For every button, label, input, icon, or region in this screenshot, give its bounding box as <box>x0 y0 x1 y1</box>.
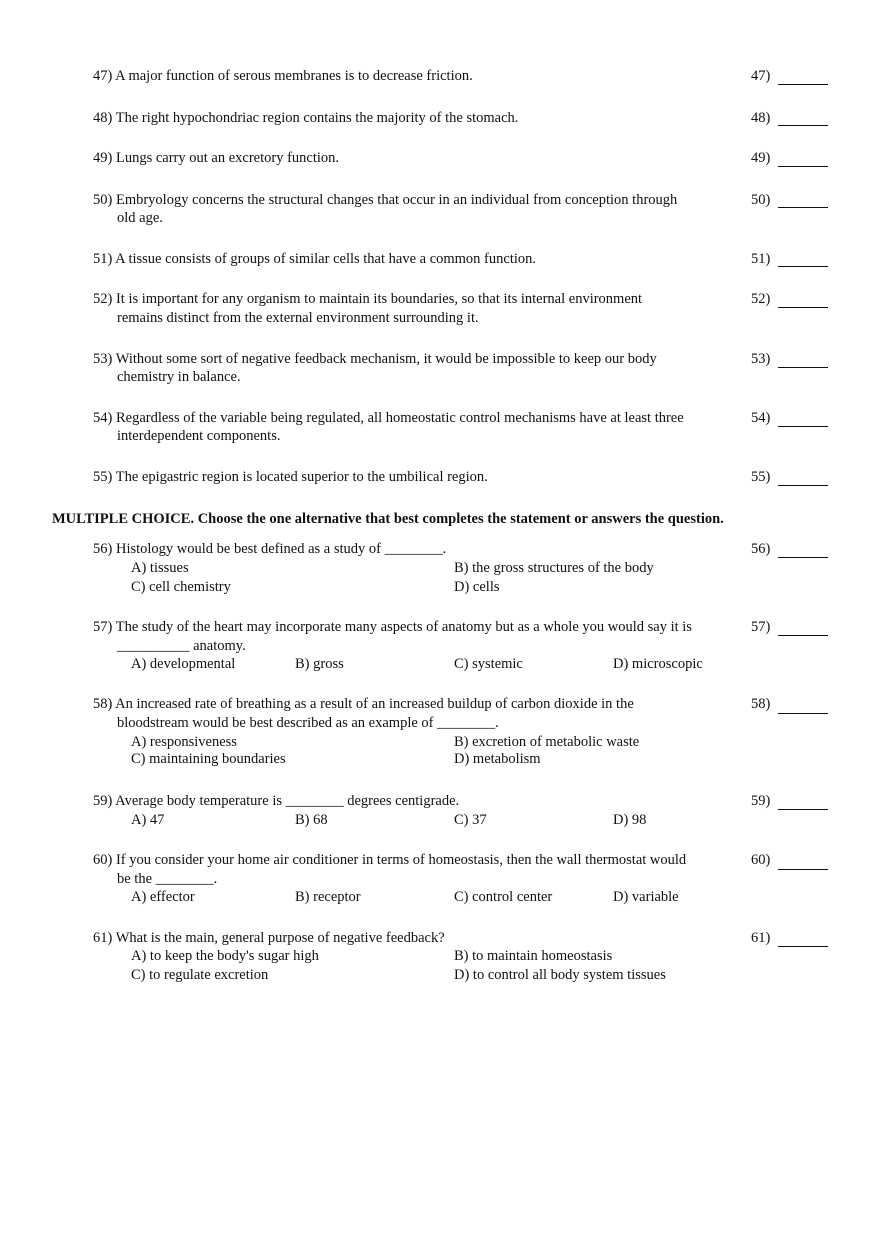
question-54-continuation: interdependent components. <box>117 428 281 444</box>
question-text: Regardless of the variable being regulated, all homeostatic control mechanisms have at least three <box>115 410 684 426</box>
answer-blank-57[interactable] <box>778 635 828 636</box>
question-52 <box>93 291 642 308</box>
question-number: 54) <box>93 410 113 426</box>
question-number: 48) <box>93 110 113 126</box>
question-text: The study of the heart may incorporate many aspects of anatomy but as a whole you would say it is <box>115 619 692 635</box>
question-49 <box>93 150 339 167</box>
question-47 <box>93 68 473 85</box>
question-number: 56) <box>93 541 113 557</box>
option-c[interactable]: C) maintaining boundaries <box>131 751 286 767</box>
question-number: 50) <box>93 192 113 208</box>
answer-label-54: 54) <box>751 410 771 426</box>
question-52-continuation: remains distinct from the external environment surrounding it. <box>117 310 479 326</box>
question-text: If you consider your home air conditioner in terms of homeostasis, then the wall thermostat would <box>115 852 687 868</box>
question-number: 59) <box>93 793 113 809</box>
answer-label-60: 60) <box>751 852 771 868</box>
answer-blank-53[interactable] <box>778 367 828 368</box>
option-b[interactable]: B) 68 <box>295 812 328 828</box>
option-c[interactable]: C) control center <box>454 889 553 905</box>
question-number: 52) <box>93 291 113 307</box>
question-51 <box>93 251 536 268</box>
question-57-continuation: __________ anatomy. <box>117 638 246 654</box>
option-d[interactable]: D) metabolism <box>454 751 541 767</box>
answer-label-47: 47) <box>751 68 771 84</box>
question-56 <box>93 541 446 558</box>
question-number: 58) <box>93 696 113 712</box>
question-number: 49) <box>93 150 113 166</box>
answer-blank-51[interactable] <box>778 266 828 267</box>
option-a[interactable]: A) effector <box>131 889 195 905</box>
question-text: A tissue consists of groups of similar cells that have a common function. <box>115 251 537 267</box>
question-54 <box>93 410 684 427</box>
question-text: Embryology concerns the structural changes that occur in an individual from conception through <box>115 192 678 208</box>
question-text: The right hypochondriac region contains the majority of the stomach. <box>115 110 519 126</box>
option-b[interactable]: B) to maintain homeostasis <box>454 948 613 964</box>
option-a[interactable]: A) to keep the body's sugar high <box>131 948 319 964</box>
answer-blank-59[interactable] <box>778 809 828 810</box>
option-c[interactable]: C) 37 <box>454 812 487 828</box>
option-b[interactable]: B) gross <box>295 656 344 672</box>
answer-blank-49[interactable] <box>778 166 828 167</box>
option-b[interactable]: B) receptor <box>295 889 361 905</box>
answer-label-59: 59) <box>751 793 771 809</box>
question-57 <box>93 619 692 636</box>
question-58 <box>93 696 634 713</box>
question-number: 55) <box>93 469 113 485</box>
question-60 <box>93 852 686 869</box>
option-d[interactable]: D) variable <box>613 889 679 905</box>
option-b[interactable]: B) excretion of metabolic waste <box>454 734 640 750</box>
answer-label-58: 58) <box>751 696 771 712</box>
answer-blank-60[interactable] <box>778 869 828 870</box>
answer-blank-55[interactable] <box>778 485 828 486</box>
answer-label-57: 57) <box>751 619 771 635</box>
answer-label-50: 50) <box>751 192 771 208</box>
answer-label-52: 52) <box>751 291 771 307</box>
question-50 <box>93 192 677 209</box>
question-60-continuation: be the ________. <box>117 871 218 887</box>
question-number: 57) <box>93 619 113 635</box>
question-text: The epigastric region is located superior to the umbilical region. <box>115 469 488 485</box>
option-c[interactable]: C) cell chemistry <box>131 579 231 595</box>
question-number: 61) <box>93 930 113 946</box>
answer-blank-58[interactable] <box>778 713 828 714</box>
answer-label-48: 48) <box>751 110 771 126</box>
option-b[interactable]: B) the gross structures of the body <box>454 560 654 576</box>
option-a[interactable]: A) responsiveness <box>131 734 237 750</box>
answer-blank-48[interactable] <box>778 125 828 126</box>
option-a[interactable]: A) 47 <box>131 812 165 828</box>
option-d[interactable]: D) cells <box>454 579 500 595</box>
option-c[interactable]: C) systemic <box>454 656 523 672</box>
answer-label-56: 56) <box>751 541 771 557</box>
question-48 <box>93 110 518 127</box>
question-61 <box>93 930 445 947</box>
question-text: Average body temperature is ________ degrees centigrade. <box>115 793 460 809</box>
question-text: It is important for any organism to maintain its boundaries, so that its internal environment <box>115 291 643 307</box>
section-heading-multiple-choice: MULTIPLE CHOICE. Choose the one alternative that best completes the statement or answers the question. <box>52 511 724 527</box>
option-a[interactable]: A) developmental <box>131 656 236 672</box>
answer-label-53: 53) <box>751 351 771 367</box>
question-text: A major function of serous membranes is to decrease friction. <box>115 68 473 84</box>
answer-blank-56[interactable] <box>778 557 828 558</box>
option-d[interactable]: D) microscopic <box>613 656 703 672</box>
answer-blank-52[interactable] <box>778 307 828 308</box>
answer-label-61: 61) <box>751 930 771 946</box>
question-number: 51) <box>93 251 113 267</box>
question-53-continuation: chemistry in balance. <box>117 369 241 385</box>
answer-blank-50[interactable] <box>778 207 828 208</box>
option-c[interactable]: C) to regulate excretion <box>131 967 269 983</box>
answer-blank-61[interactable] <box>778 946 828 947</box>
question-number: 53) <box>93 351 113 367</box>
question-text: Lungs carry out an excretory function. <box>115 150 340 166</box>
question-text: Without some sort of negative feedback mechanism, it would be impossible to keep our body <box>115 351 657 367</box>
option-a[interactable]: A) tissues <box>131 560 189 576</box>
answer-blank-47[interactable] <box>778 84 828 85</box>
answer-blank-54[interactable] <box>778 426 828 427</box>
question-59 <box>93 793 459 810</box>
question-text: What is the main, general purpose of negative feedback? <box>115 930 445 946</box>
question-53 <box>93 351 657 368</box>
question-number: 60) <box>93 852 113 868</box>
option-d[interactable]: D) to control all body system tissues <box>454 967 666 983</box>
answer-label-51: 51) <box>751 251 771 267</box>
question-text: An increased rate of breathing as a result of an increased buildup of carbon dioxide in the <box>115 696 634 712</box>
question-55 <box>93 469 488 486</box>
answer-label-55: 55) <box>751 469 771 485</box>
question-text: Histology would be best defined as a study of ________. <box>115 541 447 557</box>
answer-label-49: 49) <box>751 150 771 166</box>
option-d[interactable]: D) 98 <box>613 812 647 828</box>
question-58-continuation: bloodstream would be best described as an example of ________. <box>117 715 499 731</box>
question-50-continuation: old age. <box>117 210 163 226</box>
question-number: 47) <box>93 68 113 84</box>
